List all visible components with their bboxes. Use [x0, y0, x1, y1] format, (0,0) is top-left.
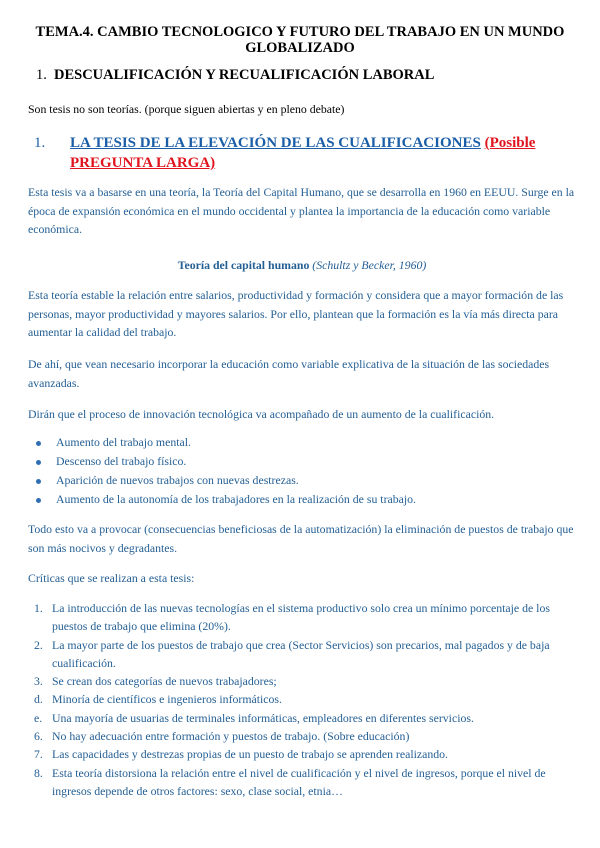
- list-item: Aumento de la autonomía de los trabajadores en la realización de su trabajo.: [32, 490, 572, 509]
- bullet-dot-icon: [36, 460, 41, 465]
- criticas-intro: Críticas que se realizan a esta tesis:: [28, 571, 195, 585]
- criticas-list: [28, 599, 576, 800]
- list-item: 7. Las capacidades y destrezas propias de un puesto de trabajo se aprenden realizando.: [34, 747, 449, 762]
- bullet-dot-icon: [36, 479, 41, 484]
- theory-title: Teoría del capital humano: [177, 258, 310, 272]
- list-item: e. Una mayoría de usuarias de terminales informáticas, empleadores en diferentes servicios.: [34, 710, 474, 725]
- list-item: d. Minoría de científicos e ingenieros informáticos.: [34, 692, 282, 707]
- subsection-note: (Posible PREGUNTA LARGA): [70, 135, 536, 171]
- document-title: TEMA.4. CAMBIO TECNOLOGICO Y FUTURO DEL TRABAJO EN UN MUNDO GLOBALIZADO: [35, 24, 565, 56]
- theory-citation: (Schultz y Becker, 1960): [312, 258, 427, 272]
- section-number: 1.: [36, 67, 47, 83]
- bullet-dot-icon: [36, 441, 41, 446]
- list-item: 1. La introducción de las nuevas tecnologías en el sistema productivo solo crea un mínimo porcentaje de los puestos de trabajo que elimina (20%).: [34, 601, 550, 634]
- section-heading-text: DESCUALIFICACIÓN Y RECUALIFICACIÓN LABORAL: [54, 67, 435, 83]
- theory-heading: [28, 256, 576, 275]
- paragraph-2: Esta teoría estable la relación entre salarios, productividad y formación y considera que a mayor formación de las personas, mayor productividad y mayores salarios. Por ello, plantean que la formación es la vía más directa para aumentar la calidad del trabajo.: [28, 288, 564, 339]
- list-item: Aumento del trabajo mental.: [32, 433, 572, 452]
- list-item: Descenso del trabajo físico.: [32, 452, 572, 471]
- intro-text: Son tesis no son teorías. (porque siguen abiertas y en pleno debate): [28, 102, 345, 116]
- paragraph-1: Esta tesis va a basarse en una teoría, la Teoría del Capital Humano, que se desarrolla en 1960 en EEUU. Surge en la época de expansión económica en el mundo occidental y plantea la importancia de la educación como variable económica.: [28, 185, 575, 236]
- paragraph-3: De ahí, que vean necesario incorporar la educación como variable explicativa de la situación de las sociedades avanzadas.: [28, 357, 550, 390]
- subsection-heading-text: LA TESIS DE LA ELEVACIÓN DE LAS CUALIFICACIONES: [70, 135, 481, 151]
- list-item: 3. Se crean dos categorías de nuevos trabajadores;: [34, 674, 277, 689]
- subsection-heading: [34, 133, 590, 173]
- section-heading: [36, 67, 434, 84]
- bullet-dot-icon: [36, 498, 41, 503]
- list-item: 2. La mayor parte de los puestos de trabajo que crea (Sector Servicios) son precarios, mal pagados y de baja cualificación.: [34, 637, 550, 670]
- subsection-number: 1.: [34, 135, 46, 151]
- paragraph-5: Todo esto va a provocar (consecuencias beneficiosas de la automatización) la eliminación de puestos de trabajo que son más nocivos y degradantes.: [28, 522, 574, 555]
- list-item: Aparición de nuevos trabajos con nuevas destrezas.: [32, 471, 572, 490]
- list-item: 6. No hay adecuación entre formación y puestos de trabajo. (Sobre educación): [34, 729, 410, 744]
- list-item: 8. Esta teoría distorsiona la relación entre el nivel de cualificación y el nivel de ingresos, porque el nivel de ingresos depende de otros factores: sexo, clase social, etnia…: [34, 765, 546, 798]
- bullet-list: [32, 433, 572, 509]
- paragraph-4: Dirán que el proceso de innovación tecnológica va acompañado de un aumento de la cualificación.: [28, 407, 495, 421]
